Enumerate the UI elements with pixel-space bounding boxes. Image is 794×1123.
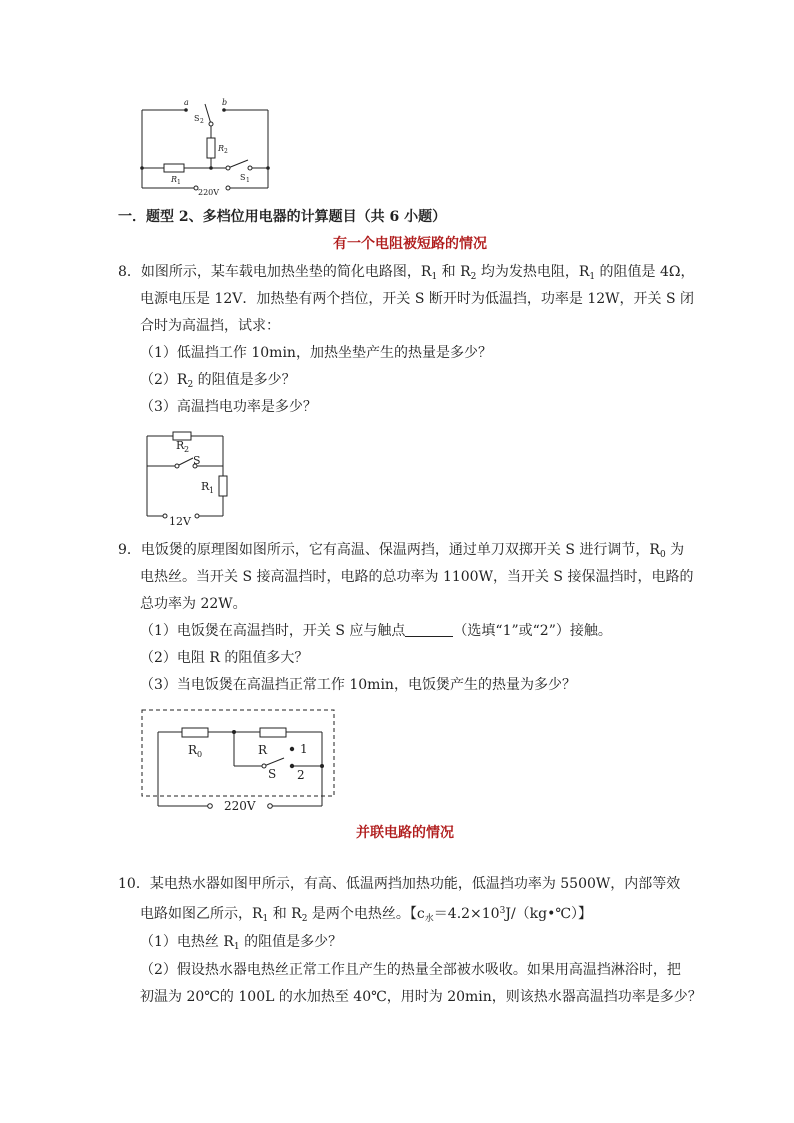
q10-part2-line1: （2）假设热水器电热丝正常工作且产生的热量全部被水吸收。如果用高温挡淋浴时，把 [140, 962, 681, 978]
q10-part1: （1）电热丝 $R_1$ 的阻值是多少？ [140, 934, 343, 952]
label-voltage: 12V [169, 515, 191, 528]
q8-part3: （3）高温挡电功率是多少？ [140, 399, 317, 415]
label-r0: R [188, 743, 198, 757]
label-s: S [193, 454, 201, 467]
label-r1-sub: 1 [209, 486, 215, 495]
label-s2-sub: 2 [200, 118, 204, 125]
label-voltage: 220V [198, 188, 220, 197]
circuit-figure-q9 [138, 706, 338, 816]
circuit-figure-q8 [135, 426, 235, 530]
label-a: a [184, 98, 189, 107]
label-contact-2: 2 [297, 768, 305, 782]
q8-part1: （1）低温挡工作 10min，加热坐垫产生的热量是多少？ [140, 345, 492, 361]
q9-line3: 总功率为 22W。 [140, 596, 247, 612]
label-r1-sub: 1 [177, 179, 181, 186]
label-b: b [222, 98, 228, 107]
section-title: 一．题型 2、多档位用电器的计算题目（共 6 小题） [118, 209, 447, 225]
subsection-parallel: 并联电路的情况 [356, 825, 454, 841]
q8-line2: 电源电压是 12V．加热垫有两个挡位，开关 S 断开时为低温挡，功率是 12W，开关 S 闭 [140, 291, 695, 307]
q10-line2: 电路如图乙所示，$R_1$ 和 $R_2$ 是两个电热丝。【$c_水=4.2\times 10^3J/(kg•℃)$】 [140, 906, 593, 924]
label-s1-sub: 1 [246, 177, 250, 184]
label-s: S [268, 767, 277, 781]
label-r2: R [218, 144, 225, 153]
label-r2-sub: 2 [224, 148, 228, 155]
label-r: R [258, 743, 268, 757]
q9-part2: （2）电阻 R 的阻值多大？ [140, 650, 309, 666]
label-voltage: 220V [224, 799, 256, 813]
q8-line3: 合时为高温挡，试求： [140, 318, 280, 334]
q9-line1: 9．电饭煲的原理图如图所示，它有高温、保温两挡，通过单刀双掷开关 S 进行调节，$R_0$ 为 [118, 542, 685, 560]
label-r0-sub: 0 [197, 750, 203, 759]
q10-part2-line2: 初温为 20℃的 100L 的水加热至 40℃，用时为 20min，则该热水器高温挡功率是多少？ [140, 989, 702, 1005]
q9-part1: （1）电饭煲在高温挡时，开关 S 应与触点 （选填“1”或“2”）接触。 [140, 623, 612, 639]
q8-line1: 8．如图所示，某车载电加热坐垫的简化电路图，$R_1$ 和 $R_2$ 均为发热电阻，$R_1$ 的阻值是 4Ω， [118, 264, 695, 282]
q9-line2: 电热丝。当开关 S 接高温挡时，电路的总功率为 1100W，当开关 S 接保温挡时，电路的 [140, 569, 694, 585]
label-r1: R [171, 175, 178, 184]
q9-part3: （3）当电饭煲在高温挡正常工作 10min，电饭煲产生的热量为多少？ [140, 677, 576, 693]
label-r1: R [201, 480, 210, 493]
label-contact-1: 1 [300, 742, 308, 756]
label-r2: R [176, 439, 185, 452]
q8-part2: $(2)R_2$ 的阻值是多少？ [140, 372, 296, 390]
label-s1: S [240, 173, 246, 182]
label-r2-sub: 2 [184, 445, 190, 454]
circuit-figure-top [130, 96, 280, 200]
answer-blank[interactable] [405, 622, 453, 637]
subsection-short-circuit: 有一个电阻被短路的情况 [333, 236, 487, 252]
label-s2: S [194, 114, 200, 123]
q10-line1: 10．某电热水器如图甲所示，有高、低温两挡加热功能，低温挡功率为 5500W，内部等效 [118, 876, 681, 892]
